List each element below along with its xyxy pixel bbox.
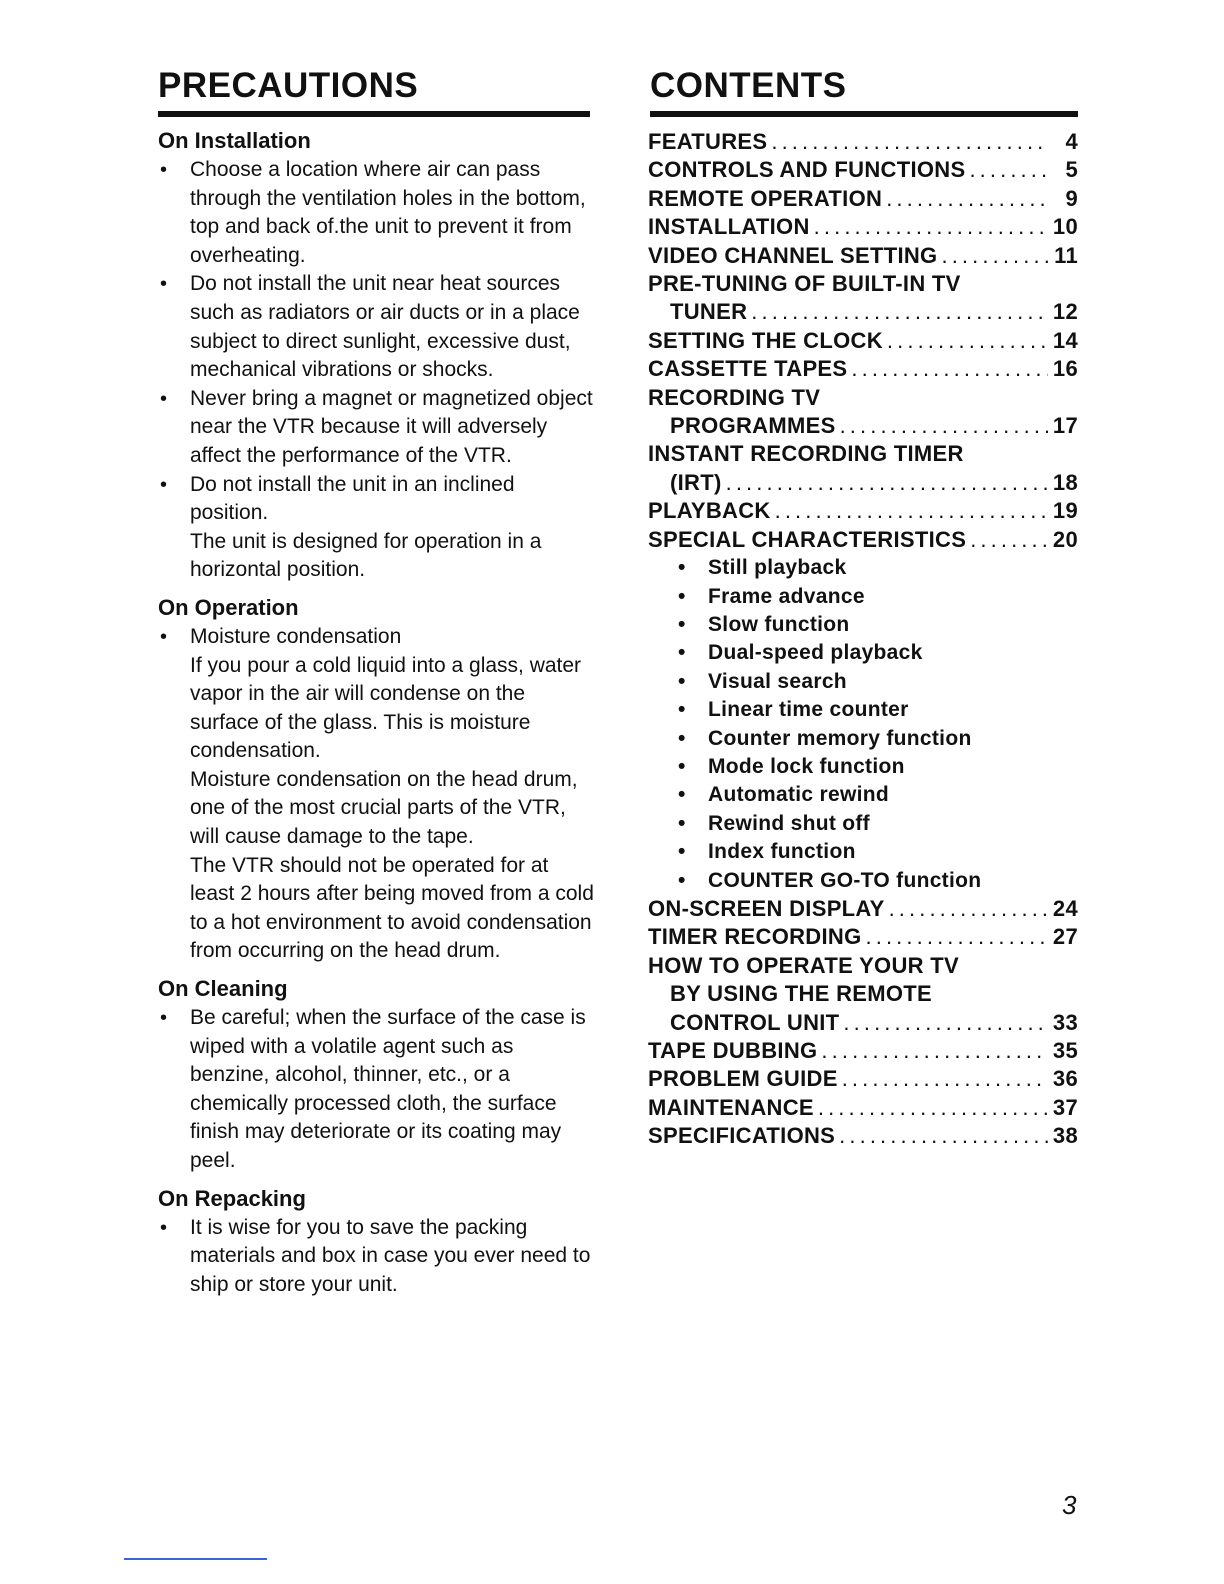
toc-page-number: 33 xyxy=(1052,1009,1078,1035)
toc-sub-item[interactable]: • Frame advance xyxy=(648,583,1078,611)
toc-entry[interactable] xyxy=(648,923,1078,951)
toc-entry-title: CASSETTE TAPES xyxy=(648,356,848,382)
toc-entry[interactable] xyxy=(648,1122,1078,1150)
toc-sub-item[interactable]: • Slow function xyxy=(648,611,1078,639)
section-title: On Operation xyxy=(158,594,299,620)
toc-entry[interactable] xyxy=(648,185,1078,213)
toc-sub-item[interactable]: • COUNTER GO-TO function xyxy=(648,867,1078,895)
toc-entry[interactable] xyxy=(648,895,1078,923)
toc-sub-item[interactable]: • Counter memory function xyxy=(648,725,1078,753)
toc-entry-title: PROGRAMMES xyxy=(670,413,836,439)
toc-sub-item[interactable]: • Still playback xyxy=(648,554,1078,582)
bullet-item xyxy=(158,270,598,384)
toc-entry[interactable] xyxy=(648,1037,1078,1065)
toc-entry-title: SETTING THE CLOCK xyxy=(648,327,883,353)
toc-leader-dots xyxy=(821,1037,1048,1065)
bullet-paragraph: • Moisture condensation xyxy=(190,624,402,648)
toc-entry-line[interactable]: RECORDING TV xyxy=(648,384,821,410)
bullet-item xyxy=(158,623,598,966)
toc-page-number: 27 xyxy=(1052,924,1078,950)
toc-leader-dots xyxy=(771,128,1048,156)
toc-entry-title: TUNER xyxy=(670,299,748,325)
toc-page-number: 16 xyxy=(1052,356,1078,382)
bullet-paragraph: The unit is designed for operation in a horizontal position. xyxy=(190,529,542,582)
bullet-paragraph: • Never bring a magnet or magnetized object near the VTR because it will adversely affect the performance of the VTR. xyxy=(190,386,593,467)
toc-leader-dots xyxy=(751,298,1048,326)
contents-heading: CONTENTS xyxy=(650,66,847,105)
toc-entry[interactable] xyxy=(648,242,1078,270)
toc-page-number: 11 xyxy=(1054,242,1078,268)
toc-leader-dots xyxy=(818,1094,1048,1122)
toc-entry[interactable] xyxy=(648,497,1078,525)
toc-sub-item[interactable]: • Rewind shut off xyxy=(648,810,1078,838)
toc-leader-dots xyxy=(840,412,1048,440)
toc-entry-title: MAINTENANCE xyxy=(648,1094,814,1120)
toc-entry-title: SPECIFICATIONS xyxy=(648,1123,836,1149)
toc-entry-line[interactable]: INSTANT RECORDING TIMER xyxy=(648,441,964,467)
bullet-item xyxy=(158,471,598,585)
toc-leader-dots xyxy=(843,1009,1048,1037)
precautions-column xyxy=(158,126,598,1299)
toc-entry[interactable] xyxy=(648,1065,1078,1093)
toc-entry-title: SPECIAL CHARACTERISTICS xyxy=(648,526,967,552)
toc-sub-item[interactable]: • Automatic rewind xyxy=(648,781,1078,809)
contents-rule xyxy=(650,111,1078,117)
bullet-item xyxy=(158,1004,598,1176)
toc-leader-dots xyxy=(889,895,1048,923)
toc-page-number: 19 xyxy=(1052,498,1078,524)
toc-entry[interactable] xyxy=(648,213,1078,241)
toc-leader-dots xyxy=(886,185,1048,213)
toc-leader-dots xyxy=(726,469,1048,497)
toc-sub-item[interactable]: • Visual search xyxy=(648,668,1078,696)
precautions-heading: PRECAUTIONS xyxy=(158,66,419,105)
toc-leader-dots xyxy=(969,156,1048,184)
bullet-paragraph: • Choose a location where air can pass through the ventilation holes in the bottom, top and back of.the unit to prevent it from overheating. xyxy=(190,158,586,267)
toc-sub-item[interactable]: • Index function xyxy=(648,838,1078,866)
toc-leader-dots xyxy=(814,213,1048,241)
page-number: 3 xyxy=(1062,1490,1077,1520)
toc-page-number: 17 xyxy=(1052,413,1078,439)
toc-page-number: 38 xyxy=(1052,1123,1078,1149)
toc-page-number: 14 xyxy=(1052,327,1078,353)
toc-page-number: 5 xyxy=(1065,157,1078,183)
toc-entry-title: INSTALLATION xyxy=(648,214,810,240)
toc-entry-title: CONTROL UNIT xyxy=(670,1009,840,1035)
toc-page-number: 9 xyxy=(1065,185,1078,211)
toc-entry-title: REMOTE OPERATION xyxy=(648,185,883,211)
toc-entry-title: CONTROLS AND FUNCTIONS xyxy=(648,157,966,183)
toc-entry[interactable] xyxy=(648,327,1078,355)
toc-entry-title: ON-SCREEN DISPLAY xyxy=(648,895,885,921)
section-title: On Installation xyxy=(158,128,311,153)
toc-leader-dots xyxy=(842,1065,1048,1093)
toc-page-number: 10 xyxy=(1052,214,1078,240)
toc-entry[interactable] xyxy=(648,1094,1078,1122)
toc-page-number: 12 xyxy=(1052,299,1078,325)
toc-leader-dots xyxy=(775,497,1048,525)
section-title: On Repacking xyxy=(158,1185,306,1211)
toc-leader-dots xyxy=(851,355,1048,383)
bullet-item xyxy=(158,385,598,471)
bullet-item xyxy=(158,1214,598,1300)
bullet-item xyxy=(158,156,598,270)
toc-entry[interactable] xyxy=(648,469,1078,497)
bullet-paragraph: • Do not install the unit in an inclined position. xyxy=(190,472,515,525)
toc-entry-title: VIDEO CHANNEL SETTING xyxy=(648,242,938,268)
toc-leader-dots xyxy=(839,1122,1048,1150)
bullet-paragraph: If you pour a cold liquid into a glass, water vapor in the air will condense on the surface of the glass. This is moisture condensation. xyxy=(190,653,582,763)
toc-entry-title: (IRT) xyxy=(670,469,722,495)
toc-leader-dots xyxy=(866,923,1049,951)
toc-page-number: 24 xyxy=(1052,895,1078,921)
toc-entry[interactable] xyxy=(648,526,1078,554)
bullet-paragraph: • Do not install the unit near heat sources such as radiators or air ducts or in a place subject to direct sunlight, excessive dust, mechanical vibrations or shocks. xyxy=(190,272,580,382)
precautions-rule xyxy=(158,111,590,117)
bullet-paragraph: Moisture condensation on the head drum, one of the most crucial parts of the VTR, will cause damage to the tape. xyxy=(190,767,578,849)
toc-leader-dots xyxy=(941,242,1048,270)
toc-entry-title: PROBLEM GUIDE xyxy=(648,1066,838,1092)
toc-entry[interactable] xyxy=(648,128,1078,156)
bullet-paragraph: The VTR should not be operated for at least 2 hours after being moved from a cold to a hot environment to avoid condensation from occurring on the head drum. xyxy=(190,853,594,963)
toc-entry[interactable] xyxy=(648,412,1078,440)
bullet-paragraph: • Be careful; when the surface of the case is wiped with a volatile agent such as benzine, alcohol, thinner, etc., or a chemically processed cloth, the surface finish may deteriorate or its coating may peel. xyxy=(190,1006,586,1172)
toc-page-number: 37 xyxy=(1052,1094,1078,1120)
toc-entry-title: FEATURES xyxy=(648,129,768,154)
toc-sub-item[interactable]: • Linear time counter xyxy=(648,696,1078,724)
toc-entry-title: PLAYBACK xyxy=(648,498,771,524)
toc-entry-title: TIMER RECORDING xyxy=(648,924,862,950)
toc-sub-item[interactable]: • Mode lock function xyxy=(648,753,1078,781)
toc-page-number: 4 xyxy=(1065,129,1078,154)
toc-leader-dots xyxy=(970,526,1048,554)
toc-entry[interactable] xyxy=(648,1009,1078,1037)
footer-rule xyxy=(124,1558,267,1560)
bullet-paragraph: • It is wise for you to save the packing materials and box in case you ever need to ship or store your unit. xyxy=(190,1215,591,1296)
section-title: On Cleaning xyxy=(158,976,288,1002)
toc-entry-title: TAPE DUBBING xyxy=(648,1038,818,1063)
toc-page-number: 20 xyxy=(1052,526,1078,552)
toc-entry[interactable] xyxy=(648,156,1078,184)
toc-leader-dots xyxy=(887,327,1048,355)
toc-sub-item[interactable]: • Dual-speed playback xyxy=(648,639,1078,667)
toc-page-number: 18 xyxy=(1052,469,1078,495)
toc-page-number: 35 xyxy=(1052,1038,1078,1063)
toc-entry[interactable] xyxy=(648,298,1078,326)
toc-page-number: 36 xyxy=(1052,1066,1078,1092)
toc-entry-line[interactable]: PRE-TUNING OF BUILT-IN TV xyxy=(648,271,961,297)
contents-column xyxy=(648,128,1078,1151)
toc-entry-line[interactable]: BY USING THE REMOTE xyxy=(670,981,932,1007)
toc-entry[interactable] xyxy=(648,355,1078,383)
toc-entry-line[interactable]: HOW TO OPERATE YOUR TV xyxy=(648,952,959,978)
